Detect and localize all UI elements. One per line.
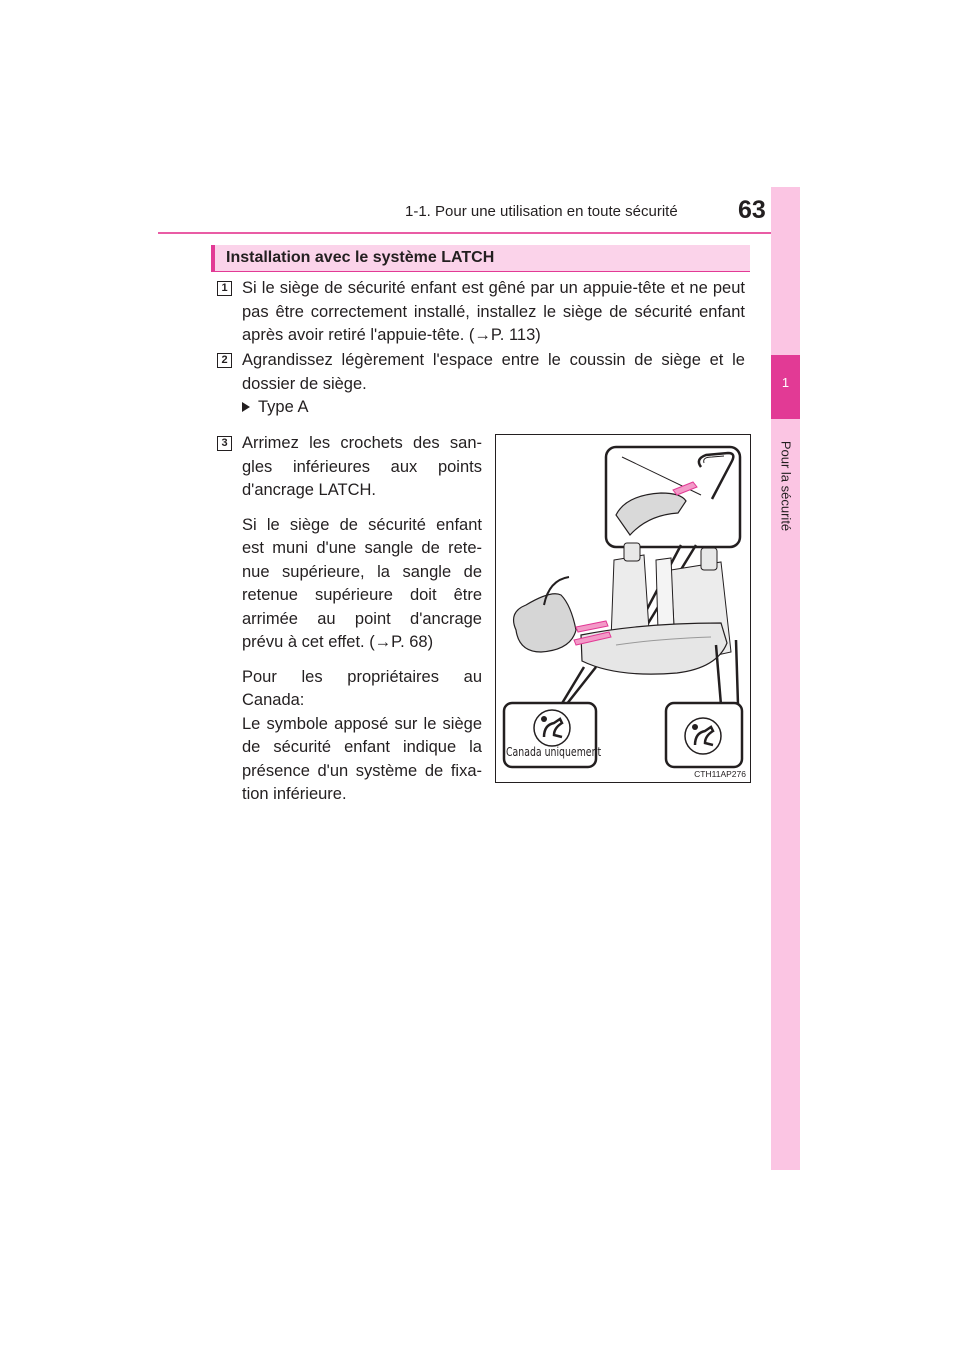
chapter-label: Pour la sécurité — [778, 440, 794, 532]
running-header-title: 1-1. Pour une utilisation en toute sécurité — [405, 203, 678, 220]
triangle-bullet-icon — [242, 402, 250, 412]
figure-code: CTH11AP276 — [694, 769, 746, 779]
latch-illustration — [495, 434, 751, 783]
rear-seat-drawing — [496, 435, 751, 783]
step-3-paragraph-2: Si le siège de sécurité enfant est muni d'une sangle de rete- nue supérieure, la sangle de retenue supérieure doit être arrimée au point d'ancrage prévu à cet effet. (→P. 68) — [242, 515, 482, 651]
header-rule — [158, 232, 800, 234]
step-3-text — [242, 432, 482, 818]
step-number-2: 2 — [217, 353, 232, 368]
type-label — [242, 398, 308, 417]
step-2-text: Agrandissez légèrement l'espace entre le coussin de siège et le dossier de siège. — [242, 351, 745, 393]
step-number-3: 3 — [217, 436, 232, 451]
canada-only-label: Canada uniquement — [506, 745, 602, 759]
step-number-1: 1 — [217, 281, 232, 296]
step-3-paragraph-1: Arrimez les crochets des san- gles inférieures aux points d'ancrage LATCH. — [242, 434, 482, 499]
chapter-side-strip — [771, 187, 800, 1170]
section-heading — [211, 245, 750, 272]
page-number: 63 — [738, 196, 766, 224]
step-3-paragraph-3: Pour les propriétaires au Canada: Le symbole apposé sur le siège de sécurité enfant indique la présence d'un système de fixa- tion inférieure. — [242, 667, 482, 803]
step-1-text: Si le siège de sécurité enfant est gêné par un appuie-tête et ne peut pas être correctement installé, installez le siège de sécurité enfant après avoir retiré l'appuie-tête. (→P. 113) — [242, 279, 745, 344]
type-label-text: Type A — [258, 398, 309, 416]
chapter-number: 1 — [781, 375, 790, 390]
section-heading-text: Installation avec le système LATCH — [226, 249, 495, 266]
